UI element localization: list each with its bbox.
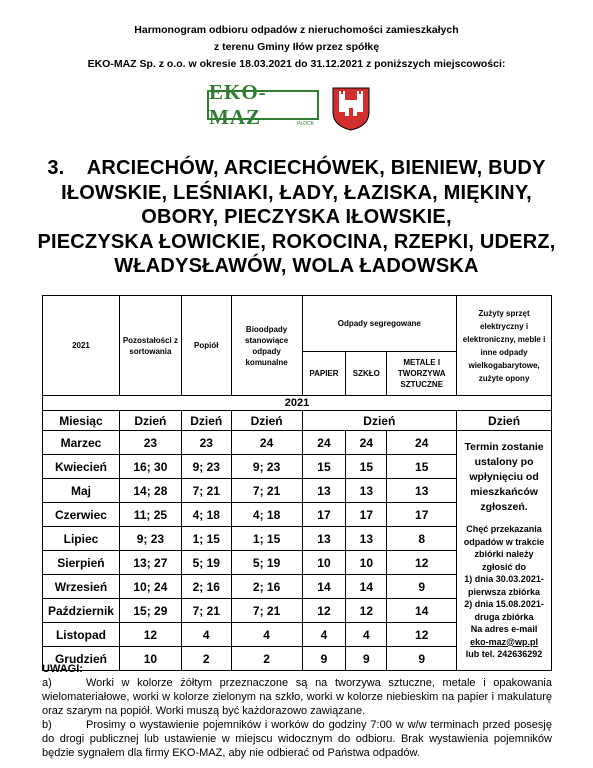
row-metal: 15 <box>387 455 457 479</box>
row-bio: 4; 18 <box>231 503 302 527</box>
side-l4: mieszkańców <box>470 486 538 499</box>
row-metal: 12 <box>387 623 457 647</box>
title-line-4: PIECZYSKA ŁOWICKIE, ROKOCINA, RZEPKI, UDERZ, <box>37 230 556 253</box>
row-metal: 9 <box>387 575 457 599</box>
row-paper: 24 <box>302 431 346 455</box>
note-b <box>42 718 552 760</box>
side-l1: Termin zostanie <box>464 441 544 454</box>
side-l13: druga zbiórka <box>474 611 534 622</box>
row-residual: 14; 28 <box>119 479 181 503</box>
row-ash: 5; 19 <box>181 551 231 575</box>
header-line-3: EKO-MAZ Sp. z o.o. w okresie 18.03.2021 do 31.12.2021 z poniższych miejscowości: <box>87 58 506 70</box>
header-line-2: z terenu Gminy Iłów przez spółkę <box>213 41 380 53</box>
row-bio: 4 <box>231 623 302 647</box>
row-month: Wrzesień <box>43 575 120 599</box>
row-glass: 12 <box>346 599 387 623</box>
day-header-bio: Dzień <box>231 411 302 431</box>
row-paper: 14 <box>302 575 346 599</box>
day-header-bulky: Dzień <box>457 411 552 431</box>
col-bio-header: Bioodpady stanowiące odpady komunalne <box>231 296 302 396</box>
row-glass: 13 <box>346 479 387 503</box>
row-residual: 12 <box>119 623 181 647</box>
side-l11: pierwsza zbiórka <box>468 586 541 597</box>
row-glass: 13 <box>346 527 387 551</box>
side-l14: Na adres e-mail <box>470 624 538 635</box>
ekomaz-logo <box>207 80 319 129</box>
logos <box>0 80 593 136</box>
year-row: 2021 <box>43 396 552 411</box>
col-metal-header: METALE I TWORZYWA SZTUCZNE <box>387 352 457 396</box>
header-line-1: Harmonogram odbioru odpadów z nieruchomości zamieszkałych <box>134 24 459 36</box>
row-paper: 9 <box>302 647 346 671</box>
row-glass: 17 <box>346 503 387 527</box>
row-ash: 9; 23 <box>181 455 231 479</box>
month-header: Miesiąc <box>43 411 120 431</box>
row-month: Kwiecień <box>43 455 120 479</box>
notes-section <box>42 662 552 760</box>
row-residual: 10 <box>119 647 181 671</box>
row-metal: 12 <box>387 551 457 575</box>
side-l2: ustalony po <box>474 456 534 469</box>
side-l5: zgłoszeń. <box>480 501 528 514</box>
row-residual: 23 <box>119 431 181 455</box>
row-paper: 13 <box>302 527 346 551</box>
row-bio: 2; 16 <box>231 575 302 599</box>
row-ash: 7; 21 <box>181 479 231 503</box>
coat-of-arms-icon <box>331 86 371 132</box>
col-bulky-header: Zużyty sprzęt elektryczny i elektroniczny, meble i inne odpady wielkogabarytowe, zużyte opony <box>457 296 552 396</box>
col-glass-header: SZKŁO <box>346 352 387 396</box>
row-metal: 24 <box>387 431 457 455</box>
notes-heading: UWAGI: <box>42 663 83 675</box>
row-month: Lipiec <box>43 527 120 551</box>
col-ash-header: Popiół <box>181 296 231 396</box>
row-bio: 2 <box>231 647 302 671</box>
row-metal: 9 <box>387 647 457 671</box>
row-month: Grudzień <box>43 647 120 671</box>
note-a-label: a) <box>42 677 52 689</box>
row-residual: 13; 27 <box>119 551 181 575</box>
note-b-label: b) <box>42 719 52 731</box>
col-segregated-header: Odpady segregowane <box>302 296 457 352</box>
row-residual: 11; 25 <box>119 503 181 527</box>
row-glass: 24 <box>346 431 387 455</box>
side-l6: Chęć przekazania <box>466 524 542 535</box>
day-header-segregated: Dzień <box>302 411 457 431</box>
row-ash: 4 <box>181 623 231 647</box>
row-paper: 13 <box>302 479 346 503</box>
col-residual-header: Pozostałości z sortowania <box>119 296 181 396</box>
row-paper: 17 <box>302 503 346 527</box>
side-l3: wpłynięciu od <box>469 471 539 484</box>
row-metal: 8 <box>387 527 457 551</box>
row-month: Maj <box>43 479 120 503</box>
localities-title <box>20 156 573 279</box>
row-ash: 7; 21 <box>181 599 231 623</box>
row-bio: 7; 21 <box>231 479 302 503</box>
ekomaz-logo-text: EKO-MAZ <box>209 80 267 129</box>
email-link[interactable]: eko-maz@wp.pl <box>470 636 538 647</box>
side-l8: zbiórki należy <box>474 549 534 560</box>
row-month: Czerwiec <box>43 503 120 527</box>
title-line-1: 3. ARCIECHÓW, ARCIECHÓWEK, BIENIEW, BUDY <box>47 157 546 179</box>
row-residual: 16; 30 <box>119 455 181 479</box>
row-paper: 10 <box>302 551 346 575</box>
document-header <box>0 22 593 73</box>
row-month: Październik <box>43 599 120 623</box>
row-paper: 15 <box>302 455 346 479</box>
row-month: Listopad <box>43 623 120 647</box>
row-glass: 4 <box>346 623 387 647</box>
row-bio: 7; 21 <box>231 599 302 623</box>
row-bio: 1; 15 <box>231 527 302 551</box>
row-ash: 23 <box>181 431 231 455</box>
row-ash: 1; 15 <box>181 527 231 551</box>
ekomaz-logo-sub: PŁOCK <box>297 121 314 127</box>
row-metal: 13 <box>387 479 457 503</box>
row-month: Sierpień <box>43 551 120 575</box>
row-paper: 12 <box>302 599 346 623</box>
row-glass: 9 <box>346 647 387 671</box>
row-metal: 17 <box>387 503 457 527</box>
note-a-text: Worki w kolorze żółtym przeznaczone są na tworzywa sztuczne, metale i opakowania wielomateriałowe, worki w kolorze zielonym na szkło, worki w kolorze niebieskim na papier i makulaturę oraz szarym na popiół. Worki muszą być każdorazowo zawiązane. <box>42 677 552 717</box>
row-glass: 10 <box>346 551 387 575</box>
row-ash: 2 <box>181 647 231 671</box>
side-l16: lub tel. 242636292 <box>465 649 543 660</box>
side-l9: zgłosić do <box>482 561 527 572</box>
row-glass: 14 <box>346 575 387 599</box>
row-metal: 14 <box>387 599 457 623</box>
title-line-2: IŁOWSKIE, LEŚNIAKI, ŁADY, ŁAZISKA, MIĘKINY, <box>61 181 532 204</box>
row-ash: 2; 16 <box>181 575 231 599</box>
row-residual: 10; 24 <box>119 575 181 599</box>
schedule-table <box>42 295 552 671</box>
row-bio: 9; 23 <box>231 455 302 479</box>
col-year-header: 2021 <box>43 296 120 396</box>
day-header-residual: Dzień <box>119 411 181 431</box>
bulky-waste-info <box>457 431 552 671</box>
row-ash: 4; 18 <box>181 503 231 527</box>
side-l12: 2) dnia 15.08.2021- <box>464 599 544 610</box>
note-a <box>42 676 552 718</box>
title-line-5: WŁADYSŁAWÓW, WOLA ŁADOWSKA <box>114 255 479 277</box>
row-residual: 9; 23 <box>119 527 181 551</box>
row-residual: 15; 29 <box>119 599 181 623</box>
row-bio: 5; 19 <box>231 551 302 575</box>
day-header-ash: Dzień <box>181 411 231 431</box>
row-month: Marzec <box>43 431 120 455</box>
row-paper: 4 <box>302 623 346 647</box>
col-paper-header: PAPIER <box>302 352 346 396</box>
note-b-text: Prosimy o wystawienie pojemników i worków do godziny 7:00 w w/w terminach przed posesję do drogi publicznej lub ustawienie w miejscu widocznym do odbioru. Brak wystawienia pojemników będzie sygnałem dla firmy EKO-MAZ, aby nie odbierać od Państwa odpadów. <box>42 719 552 759</box>
row-bio: 24 <box>231 431 302 455</box>
side-l10: 1) dnia 30.03.2021- <box>464 574 544 585</box>
title-line-3: OBORY, PIECZYSKA IŁOWSKIE, <box>141 206 452 228</box>
side-l7: odpadów w trakcie <box>463 536 545 547</box>
row-glass: 15 <box>346 455 387 479</box>
